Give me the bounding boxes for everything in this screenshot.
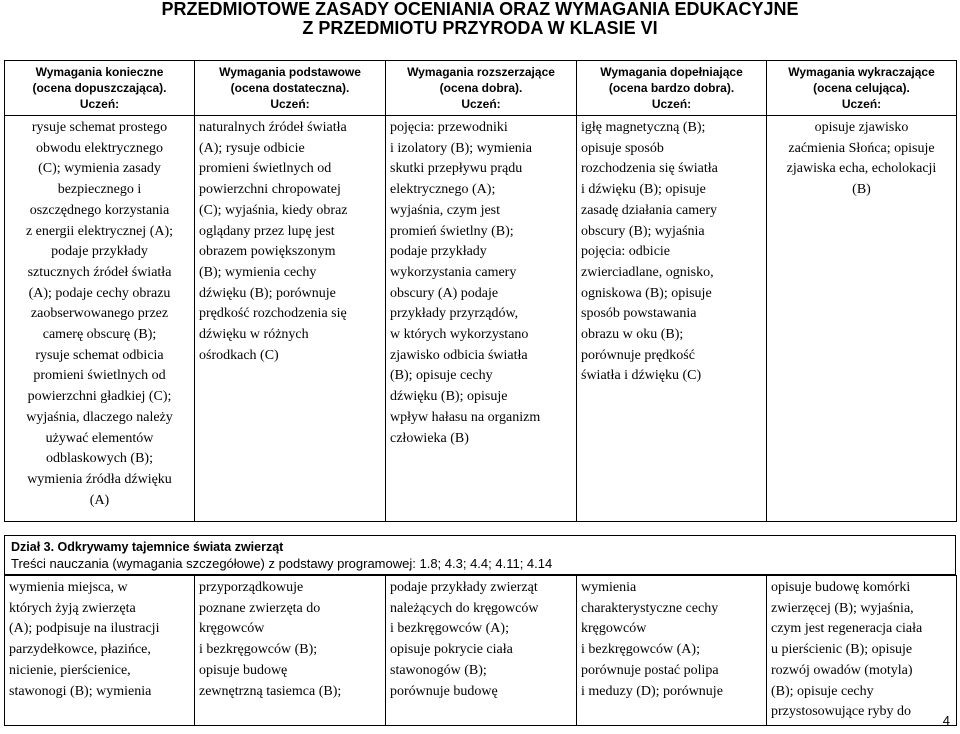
header-grade: (ocena celująca).: [813, 81, 910, 95]
title-line-2: Z PRZEDMIOTU PRZYRODA W KLASIE VI: [302, 18, 658, 38]
header-grade: (ocena bardzo dobra).: [608, 81, 735, 95]
section-requirements-table: [4, 575, 957, 726]
header-student: Uczeń:: [651, 97, 692, 111]
cell-text: opisuje budowę komórki zwierzęcej (B); wyjaśnia, czym jest regeneracja ciała u pierścienic (B); opisuje rozwój owadów (motyla) (B); opisuje cechy przystosowujące ryby do: [771, 580, 923, 720]
header-grade: (ocena dopuszczająca).: [32, 81, 167, 95]
cell-text: rysuje schemat prostego obwodu elektrycznego (C); wymienia zasady bezpiecznego i oszczędnego korzystania z energii elektrycznej (A); podaje przykłady sztucznych źródeł światła (A); podaje cechy obrazu zaobserwowanego przez camerę obscurę (B); rysuje schemat odbicia promieni świetlnych od powierzchni gładkiej (C); wyjaśnia, dlaczego należy używać elementów odblaskowych (B); wymienia źródła dźwięku (A): [25, 120, 174, 508]
cell-text: igłę magnetyczną (B); opisuje sposób rozchodzenia się światła i dźwięku (B); opisuje zasadę działania camery obscury (B); wyjaśnia pojęcia: odbicie zwierciadlane, ognisko, ogniskowa (B); opisuje sposób powstawania obrazu w oku (B); porównuje prędkość światła i dźwięku (C): [581, 120, 718, 384]
section-heading: Dział 3. Odkrywamy tajemnice świata zwierząt: [11, 540, 284, 554]
cell-text: pojęcia: przewodniki i izolatory (B); wymienia skutki przepływu prądu elektrycznego (A); wyjaśnia, czym jest promień świetlny (B); podaje przykłady wykorzystania camery obscury (A) podaje przykłady przyrządów, w których wykorzystano zjawisko odbicia światła (B); opisuje cechy dźwięku (B); opisuje wpływ hałasu na organizm człowieka (B): [390, 120, 541, 446]
cell-text: wymienia miejsca, w których żyją zwierzęta (A); podpisuje na ilustracji parzydełkowce, płazińce, nicienie, pierścienice, stawonogi (B); wymienia: [9, 580, 160, 699]
cell-wykraczajace: [767, 576, 957, 726]
cell-podstawowe: [195, 116, 386, 522]
header-student: Uczeń:: [841, 97, 882, 111]
header-title: Wymagania rozszerzające: [407, 65, 555, 79]
title-line-1: PRZEDMIOTOWE ZASADY OCENIANIA ORAZ WYMAGANIA EDUKACYJNE: [161, 0, 799, 19]
header-student: Uczeń:: [461, 97, 501, 111]
cell-text: podaje przykłady zwierząt należących do kręgowców i bezkręgowców (A); opisuje pokrycie ciała stawonogów (B); porównuje budowę: [390, 580, 539, 699]
header-title: Wymagania dopełniające: [600, 65, 743, 79]
header-title: Wymagania konieczne: [35, 65, 164, 79]
page-number: 4: [942, 713, 950, 728]
cell-dopelniajace: [577, 116, 767, 522]
cell-podstawowe: [195, 576, 386, 726]
header-student: Uczeń:: [79, 97, 120, 111]
cell-text: naturalnych źródeł światła (A); rysuje odbicie promieni świetlnych od powierzchni chropowatej (C); wyjaśnia, kiedy obraz oglądany przez lupę jest obrazem powiększonym (B); wymienia cechy dźwięku (B); porównuje prędkość rozchodzenia się dźwięku w różnych ośrodkach (C): [199, 120, 348, 363]
document-title: [0, 0, 960, 38]
column-header-wykraczajace: [767, 61, 957, 116]
header-row: [5, 61, 957, 116]
requirements-row: [5, 576, 957, 726]
cell-rozszerzajace: [386, 576, 577, 726]
header-student: Uczeń:: [270, 97, 310, 111]
requirements-row: [5, 116, 957, 522]
cell-dopelniajace: [577, 576, 767, 726]
section-header: [4, 535, 956, 575]
requirements-table: [4, 60, 957, 522]
curriculum-line: Treści nauczania (wymagania szczegółowe) z podstawy programowej: 1.8; 4.3; 4.4; 4.11; 4.14: [11, 556, 553, 571]
cell-wykraczajace: [767, 116, 957, 522]
header-title: Wymagania wykraczające: [788, 65, 935, 79]
cell-text: przyporządkowuje poznane zwierzęta do kręgowców i bezkręgowców (B); opisuje budowę zewnętrzną tasiemca (B);: [199, 580, 342, 699]
column-header-dopelniajace: [577, 61, 767, 116]
header-title: Wymagania podstawowe: [219, 65, 361, 79]
column-header-konieczne: [5, 61, 195, 116]
cell-text: wymienia charakterystyczne cechy kręgowców i bezkręgowców (A); porównuje postać polipa i meduzy (D); porównuje: [581, 580, 723, 699]
header-grade: (ocena dostateczna).: [230, 81, 350, 95]
column-header-rozszerzajace: [386, 61, 577, 116]
cell-text: opisuje zjawisko zaćmienia Słońca; opisuje zjawiska echa, echolokacji (B): [786, 120, 937, 198]
cell-konieczne: [5, 576, 195, 726]
cell-konieczne: [5, 116, 195, 522]
column-header-podstawowe: [195, 61, 386, 116]
cell-rozszerzajace: [386, 116, 577, 522]
header-grade: (ocena dobra).: [439, 81, 523, 95]
